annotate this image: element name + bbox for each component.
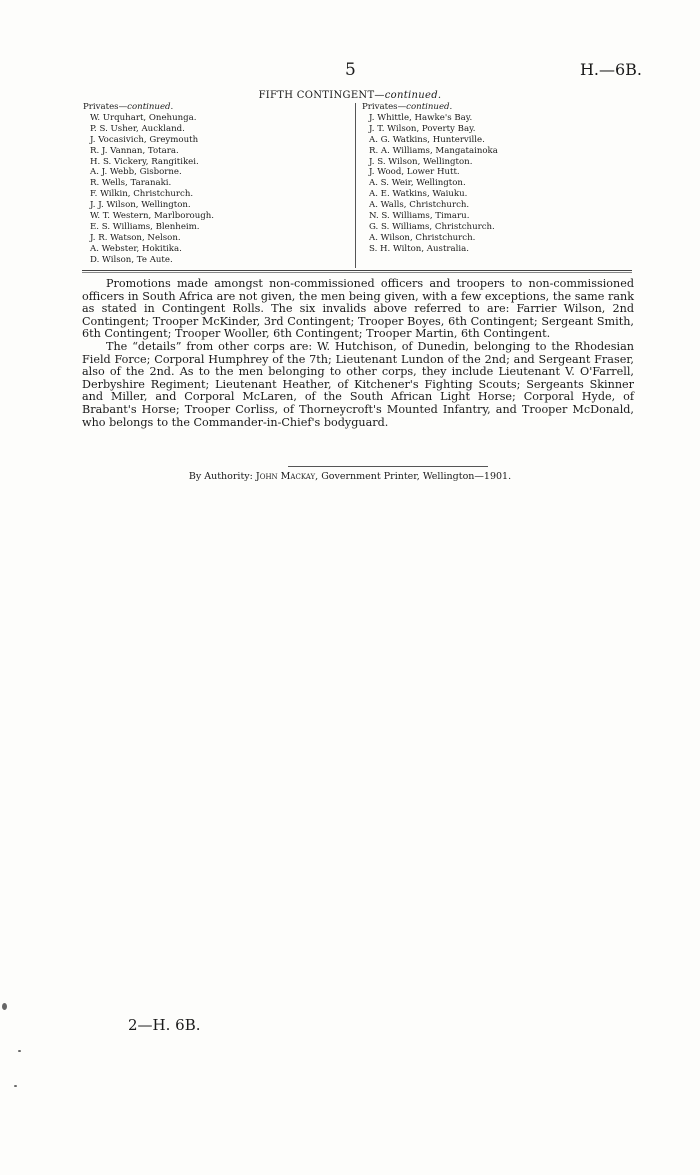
left-entry: D. Wilson, Te Aute.: [90, 254, 173, 265]
left-entry: A. Webster, Hokitika.: [90, 243, 182, 254]
left-entry: R. Wells, Taranaki.: [90, 178, 172, 189]
right-entry: R. A. Williams, Mangatainoka: [369, 145, 498, 156]
right-entry: A. G. Watkins, Hunterville.: [369, 134, 485, 145]
section-title-continued: continued.: [384, 90, 442, 101]
left-entry: P. S. Usher, Auckland.: [90, 123, 185, 134]
left-entry: F. Wilkin, Christchurch.: [90, 189, 194, 200]
right-entry: A. Wilson, Christchurch.: [369, 232, 476, 243]
right-heading-text: Privates—: [362, 102, 407, 112]
left-entry: J. R. Watson, Nelson.: [90, 232, 181, 243]
left-entry: E. S. Williams, Blenheim.: [90, 221, 200, 232]
right-entry: A. E. Watkins, Waiuku.: [369, 189, 468, 200]
left-heading-continued: continued.: [127, 102, 174, 112]
right-entry: A. Walls, Christchurch.: [369, 200, 470, 211]
left-entry: H. S. Vickery, Rangitikei.: [90, 156, 199, 167]
right-entry: J. S. Wilson, Wellington.: [369, 156, 473, 167]
left-column-list: [83, 113, 343, 266]
left-entry: J. Vocasivich, Greymouth: [90, 134, 199, 145]
section-rule-secondary: [82, 272, 632, 273]
imprint-prefix: By Authority:: [188, 471, 256, 482]
left-column-heading: [83, 102, 343, 113]
body-text: [82, 278, 634, 429]
right-entry: A. S. Weir, Wellington.: [369, 178, 466, 189]
right-entry: J. Wood, Lower Hutt.: [369, 167, 460, 178]
imprint-printer-name: John Mackay: [255, 471, 316, 482]
right-entry: J. T. Wilson, Poverty Bay.: [369, 123, 476, 134]
section-title: [0, 90, 700, 101]
left-entry: W. Urquhart, Onehunga.: [90, 112, 197, 123]
column-divider: [355, 103, 356, 268]
right-column-heading: [362, 102, 612, 113]
right-entry: G. S. Williams, Christchurch.: [369, 221, 495, 232]
section-rule: [82, 270, 632, 271]
left-column: [83, 102, 343, 266]
scan-mark: [14, 1085, 17, 1087]
printer-imprint: [0, 471, 700, 482]
document-reference: H.—6B.: [579, 60, 642, 79]
right-column: [362, 102, 612, 255]
right-column-list: [362, 113, 612, 255]
left-entry: W. T. Western, Marlborough.: [90, 211, 215, 222]
right-entry: N. S. Williams, Timaru.: [369, 211, 470, 222]
paragraph-details: The “details” from other corps are: W. Hutchison, of Dunedin, belonging to the Rhodesian Field Force; Corporal Humphrey of the 7th; Lieutenant Lundon of the 2nd; and Sergeant Fraser, also of the 2nd. As to the men belonging to other corps, they include Lieutenant V. O'Farrell, Derbyshire Regiment; Lieutenant Heather, of Kitchener's Fighting Scouts; Sergeants Skinner and Miller, and Corporal McLaren, of the South African Light Horse; Corporal Hyde, of Brabant's Horse; Trooper Corliss, of Thorneycroft's Mounted Infantry, and Trooper McDonald, who belongs to the Commander-in-Chief's bodyguard.: [82, 339, 634, 429]
left-entry: J. J. Wilson, Wellington.: [90, 200, 191, 211]
footer-code: 2—H. 6B.: [128, 1016, 201, 1034]
right-heading-continued: continued.: [406, 102, 453, 112]
scan-mark: [2, 1003, 7, 1010]
imprint-rule: [288, 466, 488, 467]
left-heading-text: Privates—: [83, 102, 128, 112]
paragraph-promotions: Promotions made amongst non-commissioned officers and troopers to non-commissioned officers in South Africa are not given, the men being given, with a few exceptions, the same rank as stated in Contingent Rolls. The six invalids above referred to are: Farrier Wilson, 2nd Contingent; Trooper McKinder, 3rd Contingent; Trooper Boyes, 6th Contingent; Sergeant Smith, 6th Contingent; Trooper Wooller, 6th Contingent; Trooper Martin, 6th Contingent.: [82, 277, 634, 341]
scan-mark: [18, 1050, 21, 1052]
right-entry: J. Whittle, Hawke's Bay.: [369, 112, 473, 123]
imprint-suffix: , Government Printer, Wellington—1901.: [315, 471, 512, 482]
section-title-main: FIFTH CONTINGENT—: [258, 90, 385, 101]
left-entry: R. J. Vannan, Totara.: [90, 145, 179, 156]
right-entry: S. H. Wilton, Australia.: [369, 243, 469, 254]
page-number: 5: [345, 60, 356, 80]
left-entry: A. J. Webb, Gisborne.: [90, 167, 182, 178]
